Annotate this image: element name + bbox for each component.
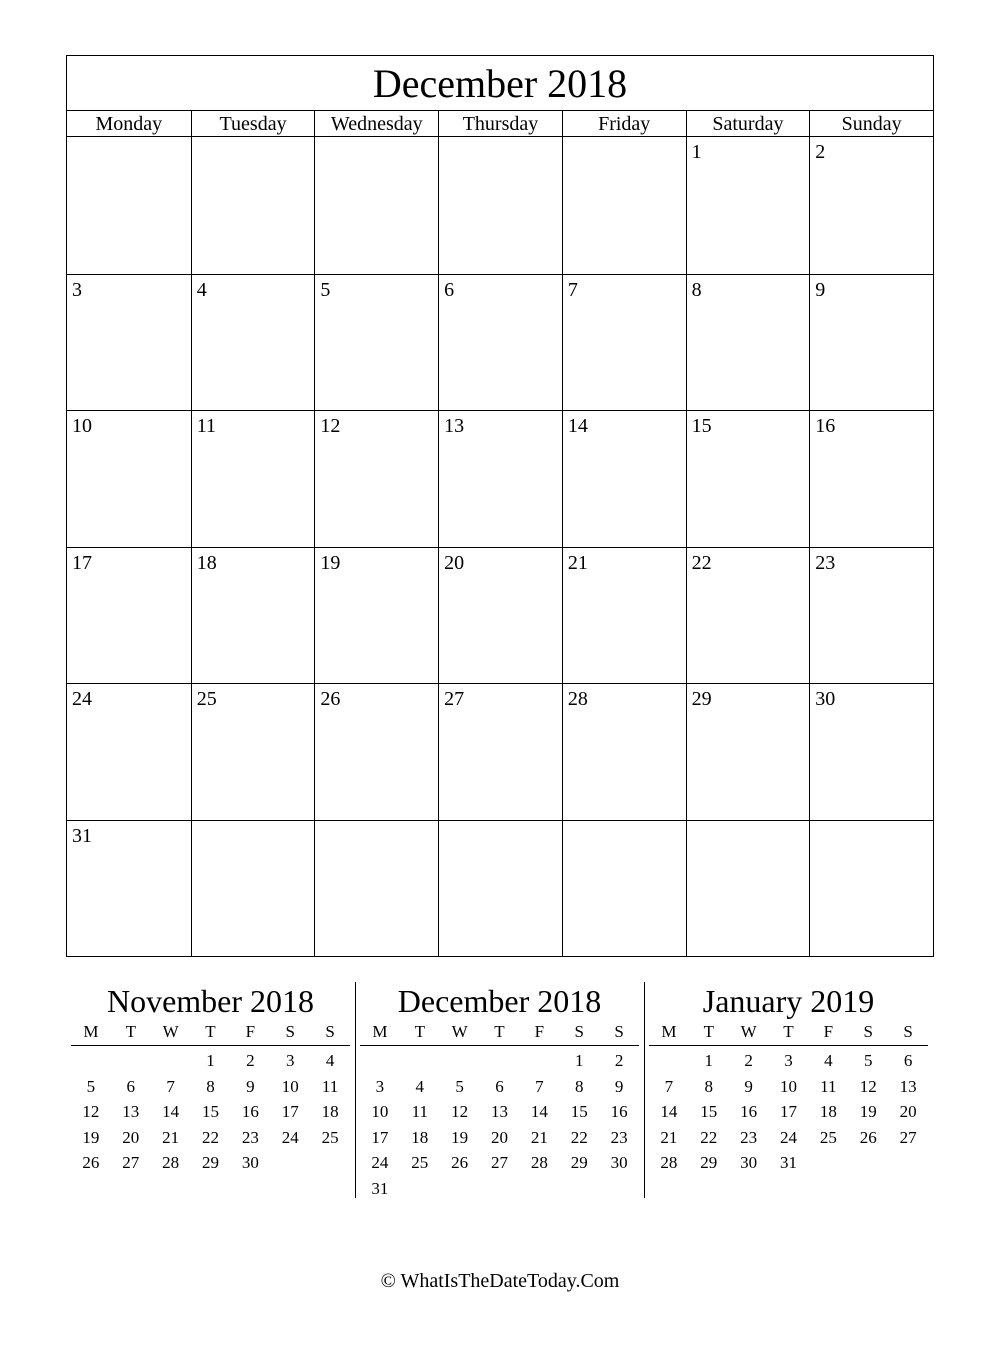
mini-day: 31 (371, 1178, 389, 1198)
mini-day: 21 (660, 1127, 678, 1147)
mini-day: 12 (859, 1076, 877, 1096)
day-cell (562, 820, 686, 957)
mini-day: 24 (371, 1153, 389, 1172)
day-cell: 28 (562, 683, 686, 820)
mini-day: 17 (281, 1102, 299, 1121)
mini-day: 5 (86, 1076, 96, 1096)
day-cell: 12 (314, 410, 438, 547)
day-cell (314, 137, 438, 274)
mini-day (649, 1048, 689, 1074)
mini-day: 7 (664, 1076, 674, 1096)
day-cell: 5 (314, 274, 438, 411)
mini-day: 15 (570, 1102, 588, 1121)
mini-day: 8 (206, 1076, 215, 1096)
mini-calendar-days (649, 1048, 928, 1176)
copyright-footer: © WhatIsTheDateToday.Com (380, 1270, 620, 1292)
mini-day (519, 1176, 559, 1202)
mini-day (270, 1150, 310, 1176)
mini-day: 1 (704, 1051, 714, 1070)
mini-day: 29 (570, 1153, 588, 1172)
mini-day: 7 (535, 1076, 544, 1096)
mini-day: 25 (411, 1153, 429, 1172)
mini-day: 14 (660, 1102, 678, 1121)
mini-day: 2 (246, 1051, 255, 1070)
day-cell (191, 137, 315, 274)
mini-day: 21 (530, 1127, 548, 1147)
mini-day: 24 (281, 1127, 299, 1147)
mini-day (151, 1048, 191, 1074)
day-cell: 6 (438, 274, 562, 411)
day-cell: 26 (314, 683, 438, 820)
mini-weekday-label: S (325, 1022, 335, 1041)
mini-day: 30 (740, 1153, 758, 1172)
mini-day: 26 (451, 1153, 469, 1172)
day-cell: 16 (809, 410, 933, 547)
weekday-header-row (67, 111, 933, 137)
day-cell (809, 820, 933, 957)
day-cell (562, 137, 686, 274)
day-cell (314, 820, 438, 957)
mini-weekday-label: S (863, 1022, 873, 1041)
mini-day (440, 1048, 480, 1074)
mini-day: 30 (241, 1153, 259, 1172)
mini-calendar-header (71, 1020, 350, 1046)
day-cell: 14 (562, 410, 686, 547)
mini-weekday-label: W (451, 1022, 468, 1041)
day-cell: 7 (562, 274, 686, 411)
mini-day (480, 1048, 520, 1074)
mini-day: 23 (740, 1127, 758, 1147)
mini-calendar-header (649, 1020, 928, 1046)
weekday-friday: Friday (562, 111, 686, 137)
mini-day: 18 (411, 1127, 429, 1147)
mini-weekday-label: F (245, 1022, 256, 1041)
day-cell: 11 (191, 410, 315, 547)
mini-day (400, 1176, 440, 1202)
day-cell: 24 (67, 683, 191, 820)
mini-day: 19 (82, 1127, 100, 1147)
mini-day: 20 (490, 1127, 508, 1147)
mini-day: 4 (325, 1051, 335, 1070)
mini-day: 18 (819, 1102, 837, 1121)
mini-day: 6 (126, 1076, 136, 1096)
day-cell (438, 820, 562, 957)
mini-day: 25 (321, 1127, 339, 1147)
day-cell: 19 (314, 547, 438, 684)
mini-day: 29 (700, 1153, 718, 1172)
mini-day: 19 (451, 1127, 469, 1147)
mini-weekday-label: S (903, 1022, 913, 1041)
day-cell: 30 (809, 683, 933, 820)
mini-day: 4 (415, 1076, 425, 1096)
mini-weekday-label: T (783, 1022, 794, 1041)
day-cell (67, 137, 191, 274)
day-cell: 31 (67, 820, 191, 957)
mini-day (400, 1048, 440, 1074)
mini-weekday-label: F (823, 1022, 834, 1041)
day-cell: 21 (562, 547, 686, 684)
mini-day (440, 1176, 480, 1202)
mini-day: 24 (779, 1127, 797, 1147)
mini-calendar-days (71, 1048, 350, 1176)
mini-calendar-current (355, 982, 644, 1198)
mini-day: 10 (779, 1076, 797, 1096)
mini-day: 6 (495, 1076, 504, 1096)
mini-calendar-title: December 2018 (397, 983, 602, 1019)
calendar-title: December 2018 (67, 56, 933, 111)
mini-day (888, 1150, 928, 1176)
mini-day: 3 (375, 1076, 385, 1096)
day-cell: 1 (686, 137, 810, 274)
mini-day: 13 (899, 1076, 917, 1096)
mini-weekday-label: S (614, 1022, 624, 1041)
mini-day: 23 (610, 1127, 628, 1147)
day-cell: 18 (191, 547, 315, 684)
mini-day: 17 (779, 1102, 797, 1121)
mini-day: 9 (246, 1076, 255, 1096)
mini-day: 16 (740, 1102, 758, 1121)
mini-day: 3 (285, 1051, 295, 1070)
mini-day: 15 (201, 1102, 219, 1121)
mini-day (808, 1150, 848, 1176)
mini-day: 28 (530, 1153, 548, 1172)
weekday-wednesday: Wednesday (314, 111, 438, 137)
mini-day: 9 (614, 1076, 624, 1096)
mini-day: 22 (700, 1127, 718, 1147)
mini-calendar-prev (66, 982, 355, 1198)
mini-day: 1 (574, 1051, 584, 1070)
mini-weekday-label: T (494, 1022, 505, 1041)
mini-day: 26 (82, 1153, 100, 1172)
mini-day: 21 (162, 1127, 180, 1147)
mini-day: 8 (574, 1076, 584, 1096)
mini-day: 15 (700, 1102, 718, 1121)
day-cell: 27 (438, 683, 562, 820)
main-calendar (66, 55, 934, 957)
mini-day: 8 (704, 1076, 714, 1096)
mini-day (599, 1176, 639, 1202)
day-cell: 25 (191, 683, 315, 820)
mini-weekday-label: S (285, 1022, 295, 1041)
mini-day: 17 (371, 1127, 389, 1147)
mini-weekday-label: T (125, 1022, 136, 1041)
day-cell: 13 (438, 410, 562, 547)
mini-weekday-label: T (414, 1022, 425, 1041)
day-grid (67, 137, 933, 956)
mini-day: 11 (321, 1076, 339, 1096)
mini-day: 11 (820, 1076, 837, 1096)
mini-weekday-label: W (740, 1022, 757, 1041)
mini-day: 13 (490, 1102, 508, 1121)
mini-day: 20 (122, 1127, 140, 1147)
mini-day (111, 1048, 151, 1074)
mini-day (310, 1150, 350, 1176)
day-cell (686, 820, 810, 957)
mini-calendar-title: January 2019 (702, 983, 875, 1019)
mini-day: 18 (321, 1102, 339, 1121)
mini-weekday-label: S (574, 1022, 584, 1041)
day-cell: 15 (686, 410, 810, 547)
mini-day (360, 1048, 400, 1074)
day-cell: 10 (67, 410, 191, 547)
mini-day: 22 (570, 1127, 588, 1147)
weekday-monday: Monday (95, 113, 163, 135)
day-cell: 9 (809, 274, 933, 411)
day-cell: 8 (686, 274, 810, 411)
mini-day: 2 (614, 1051, 624, 1070)
day-cell: 2 (809, 137, 933, 274)
mini-day (71, 1048, 111, 1074)
mini-day: 22 (201, 1127, 219, 1147)
mini-day: 7 (166, 1076, 175, 1096)
day-cell: 22 (686, 547, 810, 684)
mini-weekday-label: M (83, 1022, 99, 1041)
mini-day: 27 (122, 1153, 140, 1172)
weekday-tuesday: Tuesday (191, 111, 315, 137)
mini-day: 2 (744, 1051, 753, 1070)
mini-day: 20 (899, 1102, 917, 1121)
mini-weekday-label: W (162, 1022, 179, 1041)
day-cell (438, 137, 562, 274)
day-cell: 17 (67, 547, 191, 684)
mini-day: 12 (82, 1102, 100, 1121)
mini-weekday-label: M (661, 1022, 677, 1041)
mini-day: 10 (371, 1102, 389, 1121)
mini-day: 5 (455, 1076, 464, 1096)
mini-weekday-label: F (534, 1022, 545, 1041)
mini-day: 6 (903, 1051, 913, 1070)
mini-day (848, 1150, 888, 1176)
day-cell: 29 (686, 683, 810, 820)
mini-day: 9 (744, 1076, 753, 1096)
mini-calendar-title: November 2018 (106, 983, 315, 1019)
mini-calendar-next (644, 982, 933, 1198)
mini-day: 12 (451, 1102, 469, 1121)
weekday-thursday: Thursday (438, 111, 562, 137)
day-cell: 23 (809, 547, 933, 684)
day-cell: 20 (438, 547, 562, 684)
mini-day: 16 (241, 1102, 259, 1121)
weekday-saturday: Saturday (686, 111, 810, 137)
mini-calendar-days (360, 1048, 639, 1201)
mini-day: 23 (241, 1127, 259, 1147)
mini-weekday-label: T (703, 1022, 714, 1041)
day-cell: 4 (191, 274, 315, 411)
mini-day: 3 (784, 1051, 793, 1070)
mini-day (559, 1176, 599, 1202)
mini-day: 30 (610, 1153, 628, 1172)
mini-day: 14 (162, 1102, 180, 1121)
weekday-sunday: Sunday (809, 111, 933, 137)
day-cell (191, 820, 315, 957)
mini-day: 1 (206, 1051, 215, 1070)
mini-day: 19 (859, 1102, 877, 1121)
mini-day: 25 (819, 1127, 837, 1147)
mini-day: 28 (162, 1153, 180, 1172)
mini-weekday-label: T (205, 1022, 216, 1041)
mini-day: 11 (411, 1102, 428, 1121)
mini-day: 13 (122, 1102, 140, 1121)
mini-day: 31 (779, 1153, 797, 1172)
mini-day: 29 (201, 1153, 219, 1172)
mini-day: 10 (281, 1076, 299, 1096)
mini-day: 5 (863, 1051, 873, 1070)
mini-day: 26 (859, 1127, 877, 1147)
mini-day: 4 (824, 1051, 833, 1070)
mini-day: 27 (899, 1127, 917, 1147)
mini-day (480, 1176, 520, 1202)
mini-day (519, 1048, 559, 1074)
mini-day: 14 (530, 1102, 548, 1121)
mini-calendar-header (360, 1020, 639, 1046)
mini-day: 28 (660, 1153, 678, 1172)
mini-weekday-label: M (372, 1022, 388, 1041)
mini-day: 16 (610, 1102, 628, 1121)
day-cell: 3 (67, 274, 191, 411)
mini-day: 27 (490, 1153, 508, 1172)
